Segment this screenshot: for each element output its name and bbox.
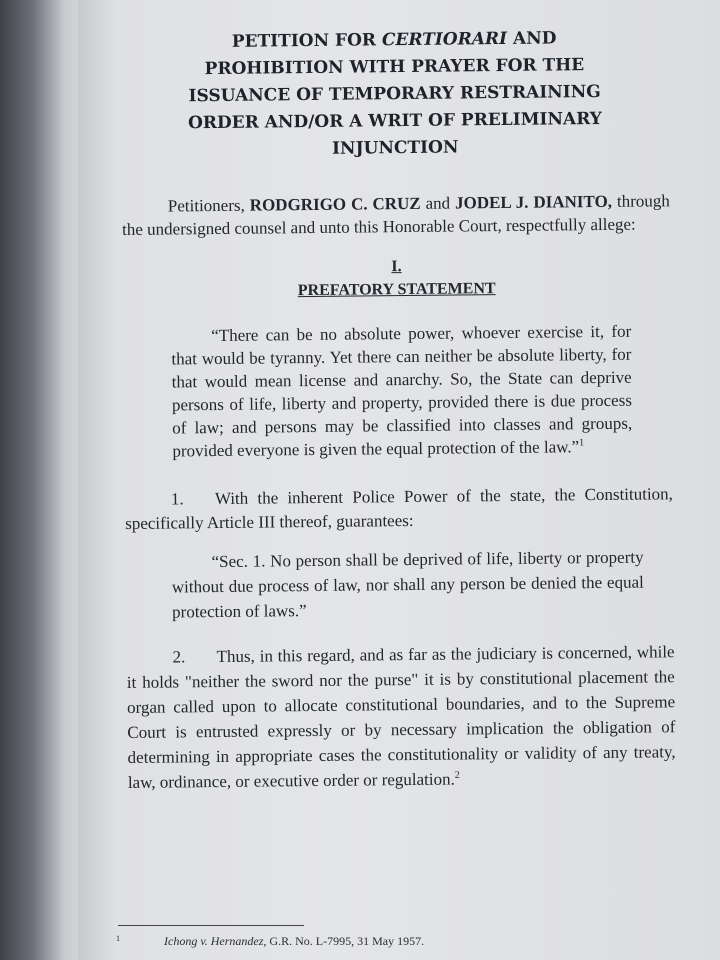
document-content xyxy=(120,24,676,795)
title-line-5: INJUNCTION xyxy=(331,137,459,159)
title-line-3: ISSUANCE OF TEMPORARY RESTRAINING xyxy=(188,81,601,107)
paragraph-2-number: 2. xyxy=(172,647,186,667)
paragraph-1-number: 1. xyxy=(170,489,184,509)
intro-paragraph: Petitioners, RODGRIGO C. CRUZ and JODEL J. DIANITO, through the undersigned counsel and unto this Honorable Court, respectfully allege: xyxy=(121,191,670,239)
paragraph-1: 1. With the inherent Police Power of the state, the Constitution, specifically Article III thereof, guarantees: xyxy=(125,484,673,533)
block-quote-2: “Sec. 1. No person shall be deprived of life, liberty or property without due process of law, nor shall any person be denied the equal protection of laws.” xyxy=(171,547,644,622)
footnote-case-name: Ichong v. Hernandez xyxy=(164,934,264,948)
section-heading: PREFATORY STATEMENT xyxy=(297,280,496,300)
footnote-1 xyxy=(116,934,424,949)
block-quote-1: “There can be no absolute power, whoever exercise it, for that would be tyranny. Yet there can neither be absolute liberty, for that would mean license and anarchy. So, the State can deprive persons of life, liberty and property, provided there is due process of law; and persons may be classified into classes and groups, provided everyone is given the equal protection of the law.”$^1$ xyxy=(171,321,633,461)
title-line-2: PROHIBITION WITH PRAYER FOR THE xyxy=(204,55,585,80)
section-number: I. xyxy=(391,258,402,276)
title-line-4: ORDER AND/OR A WRIT OF PRELIMINARY xyxy=(187,108,603,134)
footnote-ref-2: 2 xyxy=(454,769,460,781)
footnote-divider xyxy=(118,925,304,926)
paragraph-2: 2. Thus, in this regard, and as far as the judiciary is concerned, while it holds "neither the sword nor the purse" it is by constitutional placement the organ called upon to allocate constitutional boundaries, and to the Supreme Court is entrusted expressly or by necessary implication the obligation of determining in appropriate cases the constitutionality or validity of any treaty, law, ordinance, or executive order or regulation.$^2$ xyxy=(126,642,676,792)
title-line-1: PETITION FOR CERTIORARI AND xyxy=(231,28,557,52)
footnote-ref-1: 1 xyxy=(579,437,585,449)
footnote-citation: , G.R. No. L-7995, 31 May 1957. xyxy=(263,934,425,948)
footnote-mark: 1 xyxy=(116,934,120,943)
petition-title xyxy=(154,25,635,165)
